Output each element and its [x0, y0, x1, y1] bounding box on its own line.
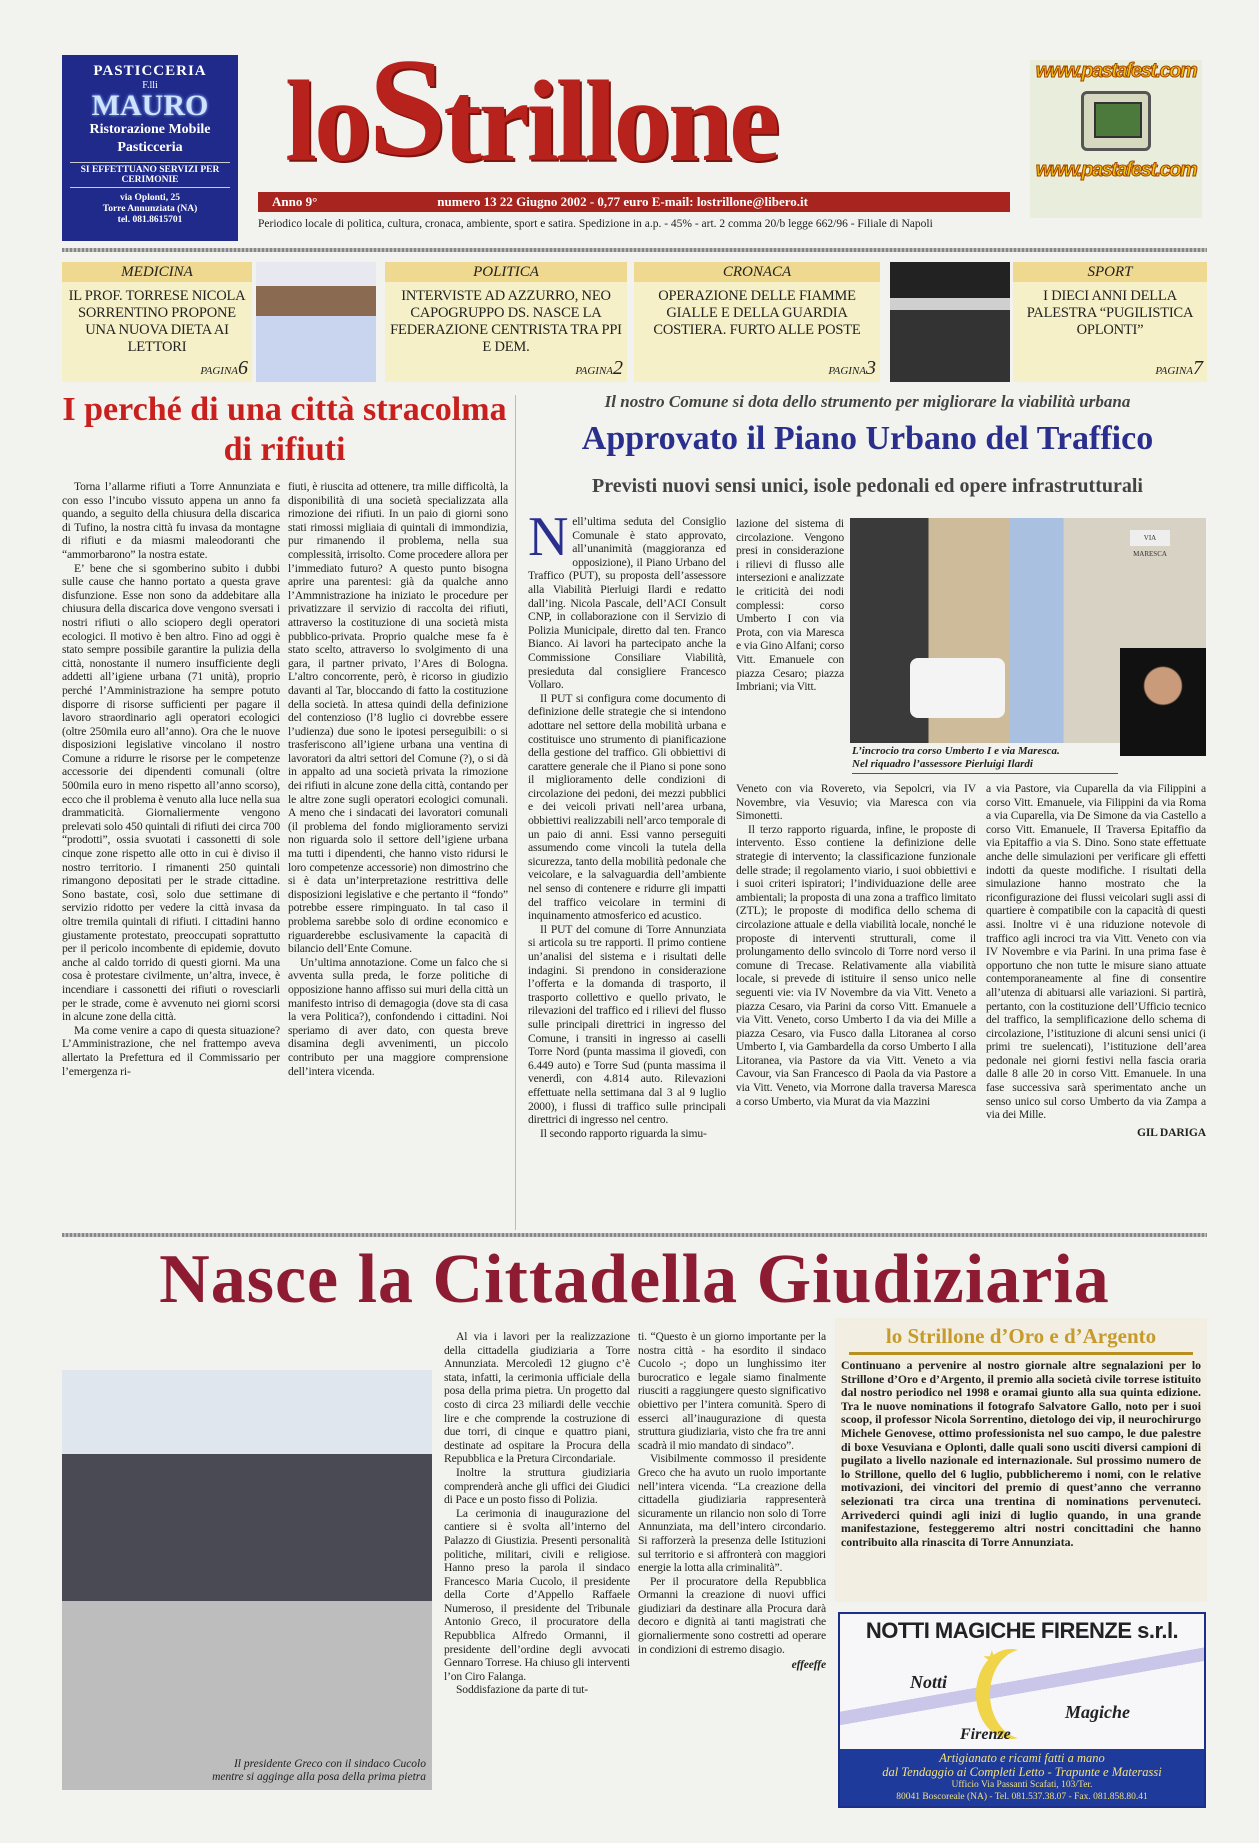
article-subhead: Previsti nuovi sensi unici, isole pedonali ed opere infrastrutturali [592, 475, 1143, 497]
paragraph: Soddisfazione da parte di tut- [456, 1683, 589, 1697]
paragraph: lazione del sistema di circolazione. Vengono presi in considerazione i rilievi di flusso alle intersezioni e analizzate le criticità dei nodi complessi: corso Umberto I con via Prota, con via Maresca e via Gino Alfani; corso Vitt. Emanuele con piazza Cesaro; piazza Imbriani; via Vitt. [736, 517, 844, 694]
paragraph: Torna l’allarme rifiuti a Torre Annunziata e con esso l’incubo vissuto appena un anno fa quando, a seguito della chiusura della discarica di Tufino, la nostra città fu invasa da montagne di rifiuti e da miasmi maleodoranti che “ammorbarono” la nostra estate. [62, 480, 280, 561]
paragraph: E’ bene che si sgomberino subito i dubbi sulle cause che hanno portato a questa grave disfunzione. Esse non sono da addebitare alla chiusura della discarica dove vengono sversati i nostri rifiuti o allo sciopero degli operatori ecologici. Il motivo è ben altro. Fino ad oggi è stato sempre possibile garantire la pulizia della città, nonostante il numero insufficiente degli addetti all’igiene urbana (71 unità), proprio perché l’Amministrazione ha sempre potuto disporre di risorse sufficienti per pagare il lavoro straordinario agli operatori ecologici (oltre 250mila euro all’anno). Ora che le nuove disposizioni legislative vincolano il nostro Comune a ridurre le risorse per le competenze accessorie dei dipendenti comunali (oltre 500mila euro in meno rispetto all’anno scorso), ecco che il problema è venuto alla luce nella sua drammaticità. Giornaliermente vengono prelevati solo 450 quintali di rifiuti dei circa 700 “prodotti”, ossia svuotati i cassonetti di sole cinque zone rispetto alle otto in cui è diviso il nostro territorio. I rimanenti 250 quintali rimangono depositati per le strade cittadine. Sono bastate, così, solo due settimane di servizio ridotto per vedere la città invasa da oltre tremila quintali di rifiuti. I cittadini hanno giustamente protestato, preoccupati soprattutto per il pericolo incombente di epidemie, dovuto anche al caldo torrido di questi giorni. Ma una cosa è protestare civilmente, un’altra, invece, è incendiare i cassonetti dei rifiuti o rovesciarli per le strade, come è avvenuto nei giorni scorsi in alcune zone della città. [62, 561, 280, 1024]
ad-line: F.lli [142, 80, 158, 91]
article-column [986, 782, 1206, 1139]
teaser-headline: IL PROF. TORRESE NICOLA SORRENTINO PROPONE UNA NUOVA DIETA AI LETTORI [68, 288, 246, 355]
ad-slogan: dal Tendaggio ai Completi Letto - Trapunte e Materassi [882, 1765, 1162, 1779]
teaser-politica[interactable] [385, 262, 627, 382]
ad-line: PASTICCERIA [93, 63, 207, 79]
ad-line: Ristorazione Mobile [89, 122, 211, 137]
issue-year: Anno 9° [272, 194, 318, 209]
paragraph: ti. “Questo è un giorno importante per la nostra città - ha esordito il sindaco Cucolo -; dopo un lunghissimo iter burocratico e legale siamo finalmente riusciti a raggiungere questo significativo obiettivo per l’intera comunità. Spero di esserci all’inaugurazione di questa struttura giudiziaria, visto che fra tre anni scadrà il mio mandato di sindaco”. [638, 1330, 826, 1452]
teaser-category: POLITICA [385, 262, 627, 282]
paragraph: Il PUT si configura come documento di definizione delle strategie che si intendono adottare nel settore della mobilità urbana e costituisce uno strumento di pianificazione della gestione del traffico. Gli obbiettivi di carattere generale che il Piano si pone sono il miglioramento delle condizioni di circolazione dei pedoni, dei mezzi pubblici e dei veicoli privati nell’area urbana, obbiettivi realizzabili nell’arco temporale di un paio di anni. Essi vanno perseguiti assumendo come vincoli la tutela della sicurezza, tanto della mobilità pedonale che veicolare, e la salvaguardia dell’ambiente nel senso di contenere e ridurre gli impatti del traffico veicolare in termini di inquinamento atmosferico ed acustico. [528, 691, 726, 923]
photo-sorrentino [256, 262, 376, 382]
logo-word: Magiche [1065, 1702, 1130, 1722]
star-icon: ★ [982, 1646, 1002, 1671]
photo-ilardi [1120, 648, 1206, 756]
teaser-cronaca[interactable] [634, 262, 880, 382]
paragraph: Inoltre la struttura giudiziaria comprenderà anche gli uffici dei Giudici di Pace e un posto fisso di Polizia. [444, 1465, 630, 1507]
photo-palestra [890, 262, 1010, 382]
logo-word: Notti [910, 1672, 948, 1692]
tagline: Periodico locale di politica, cultura, cronaca, ambiente, sport e satira. Spedizione in a.p. - 45% - art. 2 comma 20/b legge 662/96 - Filiale di Napoli [258, 218, 933, 230]
street-sign: VIA MARESCA [1130, 530, 1170, 546]
article-column [444, 1330, 630, 1697]
paragraph: Il terzo rapporto riguarda, infine, le proposte di intervento. Esso contiene la definizione delle strategie di intervento; la classificazione funzionale delle strade; il regolamento viario, i suoi obbiettivi e i suoi criteri ispiratori; l’individuazione delle aree ambientali; la proposta di una zona a traffico limitato (ZTL); le proposte di modifica dello schema di circolazione attuale e della viabilità locale, nonché le proposte di interventi strutturali, come il prolungamento dello svincolo di Torre nord verso il comune di Trecase. Relativamente alla viabilità locale, si prevede di istituire il senso unico nelle seguenti vie: via IV Novembre da via Vitt. Veneto a piazza Cesaro, via Parini da corso Vitt. Emanuele a via Vitt. Veneto, corso Umberto I da via dei Mille a piazza Cesaro, via Fusco dalla Litoranea al corso Umberto I, via Gambardella da corso Umberto I alla Litoranea, via Pastore da via Vitt. Veneto a via Cavour, via San Francesco di Paola da via Pastore a via Vitt. Veneto, via Morrone dalla traversa Maresca a corso Umberto, via Murat da via Mazzini [736, 822, 976, 1108]
page-number: 3 [866, 357, 876, 379]
ad-brand: MAURO [91, 89, 209, 122]
masthead-logo [285, 27, 1015, 188]
ad-contacts: 80041 Boscoreale (NA) - Tel. 081.537.38.07 - Fax. 081.858.80.41 [896, 1792, 1148, 1802]
ad-footer [840, 1749, 1204, 1806]
article-kicker: Il nostro Comune si dota dello strumento per migliorare la viabilità urbana [604, 392, 1131, 411]
teaser-page [1013, 357, 1207, 382]
teaser-headline: OPERAZIONE DELLE FIAMME GIALLE E DELLA GUARDIA COSTIERA. FURTO ALLE POSTE [653, 288, 861, 338]
ad-slogan: Artigianato e ricami fatti a mano [939, 1751, 1105, 1765]
box-title: lo Strillone d’Oro e d’Argento [849, 1324, 1193, 1355]
paragraph: Il secondo rapporto riguarda la simu- [540, 1126, 707, 1140]
ad-address: Ufficio Via Passanti Scafati, 103/Ter. [951, 1780, 1093, 1790]
computer-icon [1081, 91, 1151, 151]
ad-pastafest [1030, 60, 1202, 218]
box-strillone-oro [835, 1318, 1207, 1602]
page-number: 2 [613, 357, 623, 379]
photo-caption [852, 745, 1118, 774]
teaser-page [62, 357, 252, 382]
ad-pasticceria-mauro [62, 55, 238, 241]
teaser-category: MEDICINA [62, 262, 252, 282]
photo-caption [212, 1758, 426, 1784]
article-headline-traffico: Approvato il Piano Urbano del Traffico [581, 420, 1154, 457]
article-column [528, 506, 726, 1140]
paragraph: ell’ultima seduta del Consiglio Comunale è stato approvato, all’unanimità (maggioranza ed opposizione), il Piano Urbano del Traffico (PUT), su proposta dell’assessore alla Viabilità Pierluigi Ilardi e redatto dall’ing. Nicola Pascale, dell’ACI Consult CNP, in collaborazione con il Servizio di Polizia Municipale, diretto dal ten. Franco Bianco. Ai lavori ha partecipato anche la Commissione Consiliare Viabilità, presieduta dal consigliere Francesco Vollaro. [528, 515, 726, 692]
ad-url: www.pastafest.com [1035, 60, 1197, 82]
ad-line: Pasticceria [117, 140, 183, 155]
page-label: PAGINA [200, 365, 238, 377]
teaser-headline: I DIECI ANNI DELLA PALESTRA “PUGILISTICA OPLONTI” [1026, 288, 1194, 338]
article-column [736, 782, 976, 1108]
paragraph: La cerimonia di inaugurazione del cantiere si è svolta all’interno del Palazzo di Giustizia. Presenti personalità politiche, militari, civili e religiose. Hanno preso la parola il sindaco Francesco Maria Cucolo, il presidente della Corte d’Appello Raffaele Numeroso, il presidente del Tribunale Antonio Greco, il procuratore della Repubblica Alfredo Ormanni, il presidente dell’ordine degli avvocati Gennaro Torrese. Ha chiuso gli interventi l’on Ciro Falanga. [444, 1506, 630, 1683]
article-column [288, 480, 508, 1078]
page-number: 7 [1193, 357, 1203, 379]
ad-title: NOTTI MAGICHE FIRENZE s.r.l. [865, 1618, 1179, 1643]
column-divider [515, 395, 516, 1230]
paragraph: a via Pastore, via Cuparella da via Filippini a corso Vitt. Emanuele, via Filippini da via Roma a via Cuparella, via De Simone da via Castello a corso Vitt. Emanuele, II Traversa Epitaffio da via Epitaffio a via S. Dino. Sono state effettuate anche delle simulazioni per verificare gli effetti indotti da queste modifiche. I risultati della simulazione hanno mostrato che la riconfigurazione dei flussi veicolari sugli assi di quartiere è compatibile con la capacità di questi assi. Inoltre vi è una riduzione notevole di traffico agli incroci tra via Vitt. Veneto con via IV Novembre e via Parini. In una prima fase è opportuno che non tutte le misure siano attuate contemporaneamente al fine di consentire all’utenza di abituarsi alle variazioni. Si partirà, pertanto, con la costituzione dell’Ufficio tecnico del traffico, la semplificazione dello schema di circolazione, l’istituzione di alcuni sensi unici (i primi tre suelencati), l’istituzione dell’area pedonale nei giorni festivi nella fascia oraria dalle 8 alle 20 in corso Vitt. Emanuele. In una fase successiva sarà sperimentato anche un senso unico sul corso Umberto da via Zampa a via dei Mille. [986, 782, 1206, 1122]
teaser-page [385, 357, 627, 382]
ad-notti-magiche [838, 1612, 1206, 1808]
article-headline-cittadella: Nasce la Cittadella Giudiziaria [159, 1241, 1110, 1318]
drop-cap: N [528, 506, 569, 568]
logo-part: lo [285, 57, 369, 185]
ad-services: SI EFFETTUANO SERVIZI PER CERIMONIE [70, 162, 230, 188]
page-label: PAGINA [575, 365, 613, 377]
caption-line: mentre si agginge alla posa della prima pietra [212, 1771, 426, 1783]
page-label: PAGINA [828, 365, 866, 377]
logo-part: S [368, 30, 444, 185]
issue-bar [258, 192, 1010, 212]
paragraph: Per il procuratore della Repubblica Ormanni la creazione di nuovi uffici giudiziari da destinare alla Procura darà decoro e dignità ai tanti magistrati che giornaliermente sono costretti ad operare in condizioni di estremo disagio. [638, 1574, 826, 1656]
box-body: Continuano a pervenire al nostro giornale altre segnalazioni per lo Strillone d’Oro e d’Argento, il premio alla società civile torrese istituito dal nostro periodico nel 1998 e oramai giunto alla sua quinta edizione. Tra le nuove nominations il fotografo Salvatore Gallo, noto per i suoi scoop, il professor Nicola Sorrentino, dietologo dei vip, il neurochirurgo Michele Genovese, ottimo professionista nel suo campo, le due palestre di boxe Vesuviana e Oplonti, dalle quali sono usciti diversi campioni di pugilato a livello nazionale ed internazionale. Sul prossimo numero de lo Strillone, quello del 6 luglio, pubblicheremo i nomi, con le relative motivazioni, dei vincitori del premio di quest’anno che verranno selezionati tra circa una trentina di nominations pervenuteci. Arrivederci quindi agli inizi di luglio quando, in una grande manifestazione, festeggeremo altri nostri concittadini che hanno contribuito alla rinascita di Torre Annunziata. [841, 1358, 1201, 1549]
byline: GIL DARIGA [1136, 1125, 1206, 1139]
article-column [62, 480, 280, 1078]
paragraph: Ma come venire a capo di questa situazione? L’Amministrazione, che nel frattempo aveva allertato la Prefettura ed il Commissario per l’emergenza ri- [62, 1023, 280, 1078]
logo-part: trillone [443, 57, 778, 185]
divider [62, 248, 1207, 252]
car [910, 658, 1005, 718]
article-column [638, 1330, 826, 1672]
page-label: PAGINA [1155, 365, 1193, 377]
paragraph: Al via i lavori per la realizzazione della cittadella giudiziaria a Torre Annunziata. Mercoledì 12 giugno c’è stata, infatti, la cerimonia ufficiale della posa della prima pietra. Un progetto dal costo di circa 23 miliardi delle vecchie lire e che comprende la costruzione di due torri, di cinque e quattro piani, destinate ad ospitare la Procura della Repubblica e la Pretura Circondariale. [444, 1330, 630, 1466]
paragraph: fiuti, è riuscita ad ottenere, tra mille difficoltà, la disponibilità di una società specializzata alla rimozione dei rifiuti. In un paio di giorni sono stati rimossi migliaia di quintali di immondizia, pur rimanendo il problema, nella sua complessità, irrisolto. Come procedere allora per l’immediato futuro? A questo punto bisogna aprire una parentesi: già da qualche anno l’Ammnistrazione ha iniziato le procedure per privatizzare il servizio di raccolta dei rifiuti, attraverso la costituzione di una società mista pubblico-privata. Proprio qualche mese fa è stato scelto, attraverso lo svolgimento di una gara, il partner privato, l’Ares di Bologna. L’altro concorrente, però, è ricorso in giudizio davanti al Tar, bloccando di fatto la costituzione della società. In attesa quindi della definizione del contenzioso (l’8 luglio ci dovrebbe essere l’udienza) due sono le ipotesi perseguibili: o si trasferiscono all’igiene urbana una ventina di lavoratori da altri settori del Comune (?), o si dà in appalto ad una società privata la rimozione dei rifiuti in alcune zone della città, contando per le altre zone sugli operatori ecologici comunali. A meno che i sindacati dei lavoratori comunali (il problema del fondo miglioramento servizi non riguarda solo il settore dell’igiene urbana ma tutti i dipendenti, che hanno visto ridursi le loro competenze accessorie) non dimostrino che si è data un’interpretazione restrittiva delle disposizioni legislative e che pertanto il “fondo” potrebbe essere rimpinguato. In tal caso il problema sarebbe solo di ordine economico e riguarderebbe esclusivamente la capacità di bilancio dell’Ente Comune. [288, 480, 508, 956]
paragraph: Un’ultima annotazione. Come un falco che si avventa sulla preda, le forze politiche di opposizione hanno affisso sui muri della città un manifesto intriso di demagogia (dove sta di casa la vera Politica?), confondendo i cittadini. Noi speriamo di aver dato, con questa breve disamina degli avvenimenti, un piccolo contributo per una maggiore comprensione dell’intera vicenda. [288, 955, 508, 1078]
teaser-sport[interactable] [1013, 262, 1207, 382]
ad-address: Torre Annunziata (NA) [102, 204, 198, 214]
byline: effeeffe [791, 1658, 826, 1672]
caption-line: Nel riquadro l’assessore Pierluigi Ilardi [852, 758, 1033, 770]
article-headline-rifiuti: I perché di una città stracolma di rifiuti [62, 391, 507, 468]
paragraph: Il PUT del comune di Torre Annunziata si articola su tre rapporti. Il primo contiene un’analisi del sistema e i risultati delle indagini. Si prendono in considerazione l’offerta e la domanda di trasporto, il trasporto collettivo e quello privato, le rilevazioni del traffico ed i rilievi del flusso sulle principali direttrici in ingresso del Comune, i transiti in ingresso ai caselli Torre Nord (punta massima il giovedì, con 6.449 auto) e Torre Sud (punta massima il venerdì, con 4.814 auto. Rilevazioni effettuate nella settimana dal 3 al 9 luglio 2000), i flussi di traffico sulle principali direttrici di ingresso nel centro. [528, 922, 726, 1127]
article-column [736, 517, 844, 694]
teaser-category: SPORT [1013, 262, 1207, 282]
issue-info: numero 13 22 Giugno 2002 - 0,77 euro E-mail: lostrillone@libero.it [437, 194, 808, 209]
page-number: 6 [238, 357, 248, 379]
logo-word: Firenze [960, 1726, 1011, 1743]
photo-posa-prima-pietra [62, 1370, 432, 1790]
ad-url: www.pastafest.com [1035, 159, 1197, 181]
moon-logo-icon [840, 1644, 1204, 1749]
teaser-medicina[interactable] [62, 262, 252, 382]
ad-phone: tel. 081.8615701 [117, 215, 183, 225]
teaser-page [634, 357, 880, 382]
paragraph: Visibilmente commosso il presidente Greco che ha avuto un ruolo importante nell’intera vicenda. “La creazione della cittadella giudiziaria rappresenterà sicuramente un rilancio non solo di Torre Annunziata, ma dell’intero circondario. Si rafforzerà la presenza delle Istituzioni sul territorio e si affronterà con maggiori energie la lotta alla criminalità”. [638, 1452, 826, 1575]
ad-address: via Oplonti, 25 [120, 193, 180, 203]
divider [62, 1233, 1207, 1237]
paragraph: Veneto con via Rovereto, via Sepolcri, via IV Novembre, via Vesuvio; via Maresca con via Simonetti. [736, 782, 976, 823]
caption-line: Il presidente Greco con il sindaco Cucolo [233, 1758, 426, 1770]
teaser-category: CRONACA [634, 262, 880, 282]
caption-line: L’incrocio tra corso Umberto I e via Maresca. [852, 745, 1060, 757]
teaser-headline: INTERVISTE AD AZZURRO, NEO CAPOGRUPPO DS. NASCE LA FEDERAZIONE CENTRISTA TRA PPI E DEM. [390, 288, 622, 355]
